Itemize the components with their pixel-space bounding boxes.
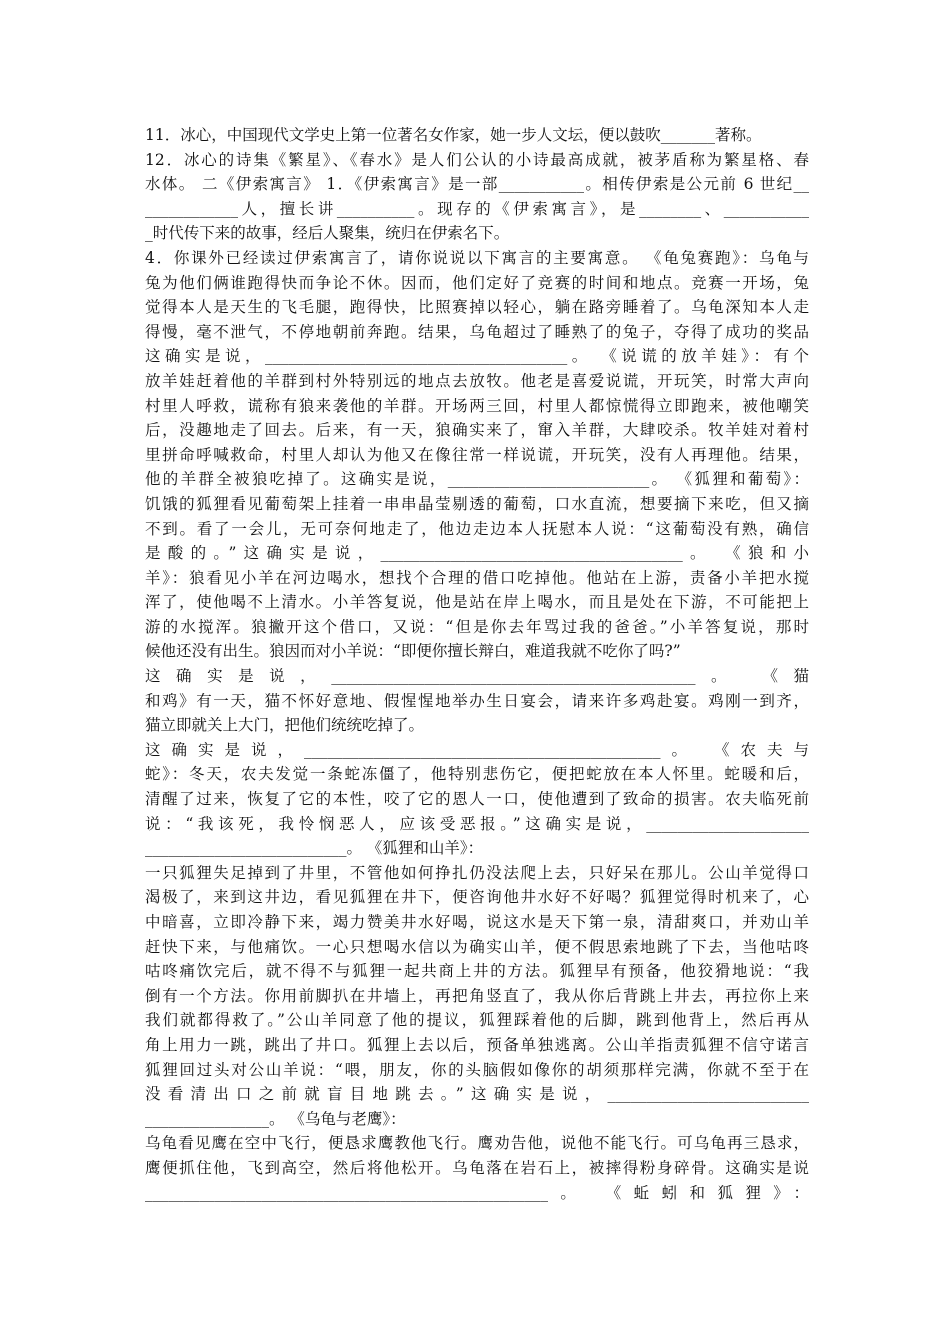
text-line: 咕咚痛饮完后，就不得不与狐狸一起共商上井的方法。狐狸早有预备，他狡猾地说：“我: [145, 962, 809, 981]
text-line: 一只狐狸失足掉到了井里，不管他如何挣扎仍没法爬上去，只好呆在那儿。公山羊觉得口: [145, 863, 809, 882]
text-line: 蛇》：冬天，农夫发觉一条蛇冻僵了，他特别悲伤它，便把蛇放在本人怀里。蛇暖和后，: [145, 765, 809, 784]
text-line: 说：“我该死，我怜悯恶人，应该受恶报。”这确实是说，_____________________: [145, 814, 809, 833]
text-line: 4．你课外已经读过伊索寓言了，请你说说以下寓言的主要寓意。 《龟兔赛跑》：乌龟与: [145, 248, 809, 267]
text-line: 角上用力一跳，跳出了井口。狐狸上去以后，预备单独逃离。公山羊指责狐狸不信守诺言: [145, 1035, 809, 1054]
text-line: 里拼命呼喊救命，村里人却认为他又在像往常一样说谎，开玩笑，没有人再理他。结果，: [145, 445, 809, 464]
text-line: 这确实是说，_______________________________________。 《说谎的放羊娃》：有个: [145, 347, 809, 366]
text-line: 他的羊群全被狼吃掉了。这确实是说，__________________________。 《狐狸和葡萄》：: [145, 470, 809, 489]
text-line: 狐狸回过头对公山羊说：“喂，朋友，你的头脑假如像你的胡须那样完满，你就不至于在: [145, 1060, 809, 1079]
text-line: 倒有一个方法。你用前脚扒在井墙上，再把角竖直了，我从你后背跳上井去，再拉你上来: [145, 986, 809, 1005]
text-line: __________________________。 《狐狸和山羊》：: [145, 839, 484, 858]
text-line: 兔为他们俩谁跑得快而争论不休。因而，他们定好了竞赛的时间和地点。竞赛一开场，兔: [145, 273, 809, 292]
text-line: 后，没趣地走了回去。后来，有一天，狼确实来了，窜入羊群，大肆咬杀。牧羊娃对着村: [145, 421, 809, 440]
text-line: 得慢，毫不泄气，不停地朝前奔跑。结果，乌龟超过了睡熟了的兔子，夺得了成功的奖品: [145, 322, 809, 341]
text-line: ________________。 《乌龟与老鹰》：: [145, 1109, 406, 1128]
text-line: 水体。 二《伊索寓言》 1．《伊索寓言》是一部___________。相传伊索是公元前 6 世纪__: [145, 175, 809, 194]
text-line: 不到。看了一会儿，无可奈何地走了，他边走边本人抚慰本人说：“这葡萄没有熟，确信: [145, 519, 809, 538]
text-line: ____________________________________________________。 《蚯蚓和狐狸》：: [145, 1183, 809, 1202]
text-line: 赶快下来，与他痛饮。一心只想喝水信以为确实山羊，便不假思索地跳了下去，当他咕咚: [145, 937, 809, 956]
text-line: 没看清出口之前就盲目地跳去。”这确实是说，__________________________: [145, 1085, 809, 1104]
text-line: 觉得本人是天生的飞毛腿，跑得快，比照赛掉以轻心，躺在路旁睡着了。乌龟深知本人走: [145, 298, 809, 317]
text-line: 放羊娃赶着他的羊群到村外特别远的地点去放牧。他老是喜爱说谎，开玩笑，时常大声向: [145, 371, 809, 390]
text-line: 村里人呼救，谎称有狼来袭他的羊群。开场两三回，村里人都惊慌得立即跑来，被他嘲笑: [145, 396, 809, 415]
text-line: 候他还没有出生。狼因而对小羊说：“即便你擅长辩白，难道我就不吃你了吗?”: [145, 642, 681, 661]
text-line: 和鸡》有一天，猫不怀好意地、假惺惺地举办生日宴会，请来许多鸡赴宴。鸡刚一到齐，: [145, 691, 809, 710]
text-line: 乌龟看见鹰在空中飞行，便恳求鹰教他飞行。鹰劝告他，说他不能飞行。可乌龟再三恳求，: [145, 1134, 809, 1153]
text-line: 猫立即就关上大门，把他们统统吃掉了。: [145, 716, 425, 735]
text-line: 我们就都得救了。”公山羊同意了他的提议，狐狸踩着他的后脚，跳到他背上，然后再从: [145, 1011, 809, 1030]
text-line: 游的水搅浑。狼撇开这个借口，又说：“但是你去年骂过我的爸爸。”小羊答复说，那时: [145, 617, 809, 636]
document-page: [145, 123, 809, 1205]
text-line: 羊》：狼看见小羊在河边喝水，想找个合理的借口吃掉他。他站在上游，责备小羊把水搅: [145, 568, 809, 587]
text-line: 中暗喜，立即冷静下来，竭力赞美井水好喝，说这水是天下第一泉，清甜爽口，并劝山羊: [145, 913, 809, 931]
text-line: 这确实是说，_______________________________________________。 《猫: [145, 667, 809, 686]
text-line: 渴极了，来到这井边，看见狐狸在井下，便咨询他井水好不好喝？狐狸觉得时机来了，心: [145, 888, 809, 907]
text-line: 饥饿的狐狸看见葡萄架上挂着一串串晶莹剔透的葡萄，口水直流，想要摘下来吃，但又摘: [145, 494, 809, 513]
text-line: 12．冰心的诗集《繁星》、《春水》是人们公认的小诗最高成就，被茅盾称为繁星格、春: [145, 150, 809, 169]
text-line: 这确实是说，______________________________________________。 《农夫与: [145, 740, 809, 759]
text-line: 鹰便抓住他，飞到高空，然后将他松开。乌龟落在岩石上，被摔得粉身碎骨。这确实是说: [145, 1158, 809, 1177]
text-line: 11．冰心，中国现代文学史上第一位著名女作家，她一步人文坛，便以鼓吹_______著称。: [145, 126, 762, 144]
text-line: 浑了，使他喝不上清水。小羊答复说，他是站在岸上喝水，而且是处在下游，不可能把上: [145, 593, 809, 612]
text-line: 清醒了过来，恢复了它的本性，咬了它的恩人一口，使他遭到了致命的损害。农夫临死前: [145, 790, 809, 809]
text-line: _时代传下来的故事，经后人聚集，统归在伊索名下。: [145, 224, 510, 243]
text-line: 是酸的。”这确实是说，_______________________________________。 《狼和小: [145, 544, 809, 563]
text-line: ____________人，擅长讲__________。现存的《伊索寓言》，是________、___________: [145, 199, 809, 218]
